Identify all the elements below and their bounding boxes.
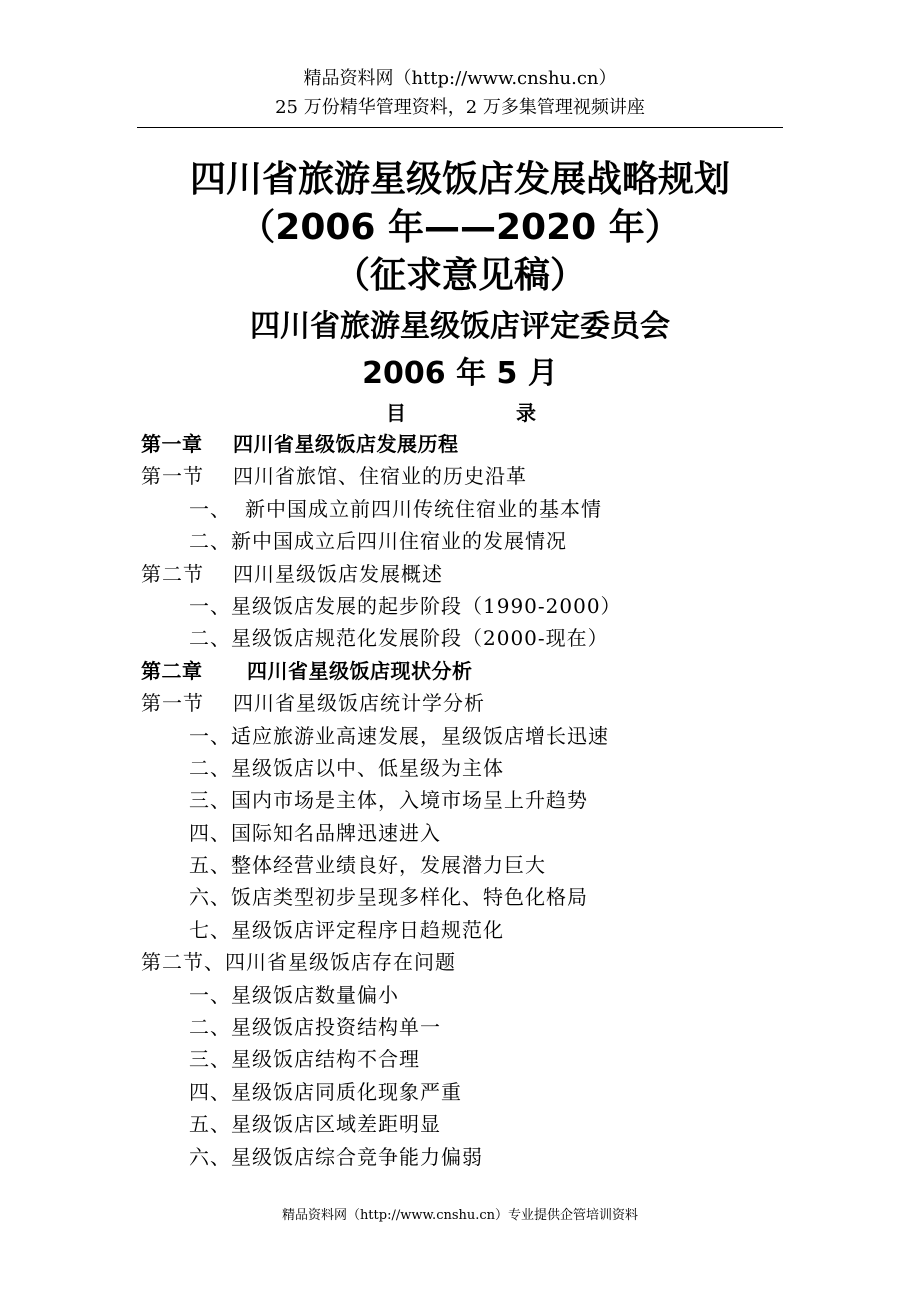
- toc-section-1-1[interactable]: [141, 460, 821, 492]
- toc-item[interactable]: [141, 1043, 821, 1075]
- toc-text: 星级饭店结构不合理: [231, 1047, 420, 1072]
- toc-number: 五、: [189, 853, 231, 878]
- toc-text: 新中国成立前四川传统住宿业的基本情: [245, 496, 602, 521]
- toc-number: 二、: [189, 626, 231, 651]
- toc-number: 一、: [189, 496, 231, 521]
- toc-chapter-2[interactable]: [141, 655, 821, 687]
- toc-text: 四川省星级饭店现状分析: [247, 658, 473, 683]
- document-status: （征求意见稿）: [333, 255, 586, 296]
- toc-number: 一、: [189, 723, 231, 748]
- toc-item[interactable]: [141, 493, 821, 525]
- toc-number: 第二节: [141, 561, 204, 586]
- toc-item[interactable]: [141, 525, 821, 557]
- document-title: 四川省旅游星级饭店发展战略规划: [189, 159, 730, 200]
- toc-section-1-2[interactable]: [141, 558, 821, 590]
- toc-number: 三、: [189, 788, 231, 813]
- toc-item[interactable]: [141, 914, 821, 946]
- toc-item[interactable]: [141, 752, 821, 784]
- toc-number: 第二节、: [141, 950, 225, 975]
- toc-number: 第一章: [141, 432, 203, 456]
- toc-text: 星级饭店区域差距明显: [231, 1112, 441, 1137]
- toc-number: 一、: [189, 593, 231, 618]
- document-period: （2006 年——2020 年）: [239, 207, 681, 248]
- toc-text: 四川省星级饭店存在问题: [225, 950, 456, 975]
- toc-number: 四、: [189, 1079, 231, 1104]
- toc-section-2-2[interactable]: [141, 946, 821, 978]
- toc-heading-char-2: 录: [516, 401, 536, 425]
- toc-number: 六、: [189, 885, 231, 910]
- toc-item[interactable]: [141, 622, 821, 654]
- toc-item[interactable]: [141, 590, 821, 622]
- issuing-organization: 四川省旅游星级饭店评定委员会: [250, 309, 670, 344]
- toc-chapter-1[interactable]: [141, 428, 821, 460]
- toc-number: 第一节: [141, 464, 204, 489]
- toc-heading: [386, 398, 536, 428]
- toc-text: 星级饭店同质化现象严重: [231, 1079, 462, 1104]
- toc-number: 三、: [189, 1047, 231, 1072]
- page-header: [137, 64, 783, 122]
- toc-item[interactable]: [141, 1108, 821, 1140]
- toc-item[interactable]: [141, 1011, 821, 1043]
- toc-text: 四川省星级饭店发展历程: [233, 432, 459, 456]
- toc-text: 星级饭店以中、低星级为主体: [231, 755, 504, 780]
- table-of-contents: [141, 428, 821, 1173]
- toc-number: 二、: [189, 529, 231, 554]
- toc-item[interactable]: [141, 784, 821, 816]
- toc-text: 星级饭店评定程序日趋规范化: [231, 917, 504, 942]
- toc-text: 星级饭店发展的起步阶段（1990-2000）: [231, 593, 622, 618]
- toc-text: 国内市场是主体，入境市场呈上升趋势: [231, 788, 588, 813]
- toc-text: 星级饭店数量偏小: [231, 982, 399, 1007]
- toc-number: 二、: [189, 1015, 231, 1040]
- toc-number: 七、: [189, 917, 231, 942]
- toc-text: 饭店类型初步呈现多样化、特色化格局: [231, 885, 588, 910]
- toc-number: 第一节: [141, 691, 204, 716]
- toc-item[interactable]: [141, 1076, 821, 1108]
- toc-text: 四川星级饭店发展概述: [233, 561, 443, 586]
- header-line-1: 精品资料网（http://www.cnshu.cn）: [303, 68, 617, 89]
- toc-number: 四、: [189, 820, 231, 845]
- toc-text: 四川省星级饭店统计学分析: [233, 691, 485, 716]
- toc-text: 新中国成立后四川住宿业的发展情况: [231, 529, 567, 554]
- toc-item[interactable]: [141, 720, 821, 752]
- header-line-2: 25 万份精华管理资料，2 万多集管理视频讲座: [275, 97, 645, 118]
- toc-text: 星级饭店投资结构单一: [231, 1015, 441, 1040]
- toc-number: 六、: [189, 1144, 231, 1169]
- toc-text: 整体经营业绩良好，发展潜力巨大: [231, 853, 546, 878]
- toc-section-2-1[interactable]: [141, 687, 821, 719]
- toc-item[interactable]: [141, 1141, 821, 1173]
- toc-number: 一、: [189, 982, 231, 1007]
- toc-number: 第二章: [141, 658, 203, 683]
- toc-item[interactable]: [141, 849, 821, 881]
- document-date: 2006 年 5 月: [362, 356, 558, 391]
- toc-item[interactable]: [141, 979, 821, 1011]
- toc-text: 国际知名品牌迅速进入: [231, 820, 441, 845]
- header-divider: [137, 127, 783, 128]
- toc-number: 五、: [189, 1112, 231, 1137]
- toc-text: 四川省旅馆、住宿业的历史沿革: [233, 464, 527, 489]
- toc-text: 星级饭店规范化发展阶段（2000-现在）: [231, 626, 609, 651]
- toc-text: 星级饭店综合竞争能力偏弱: [231, 1144, 483, 1169]
- toc-text: 适应旅游业高速发展，星级饭店增长迅速: [231, 723, 609, 748]
- page-footer: 精品资料网（http://www.cnshu.cn）专业提供企管培训资料: [281, 1208, 639, 1223]
- toc-number: 二、: [189, 755, 231, 780]
- toc-item[interactable]: [141, 881, 821, 913]
- toc-heading-char-1: 目: [386, 401, 406, 425]
- toc-item[interactable]: [141, 817, 821, 849]
